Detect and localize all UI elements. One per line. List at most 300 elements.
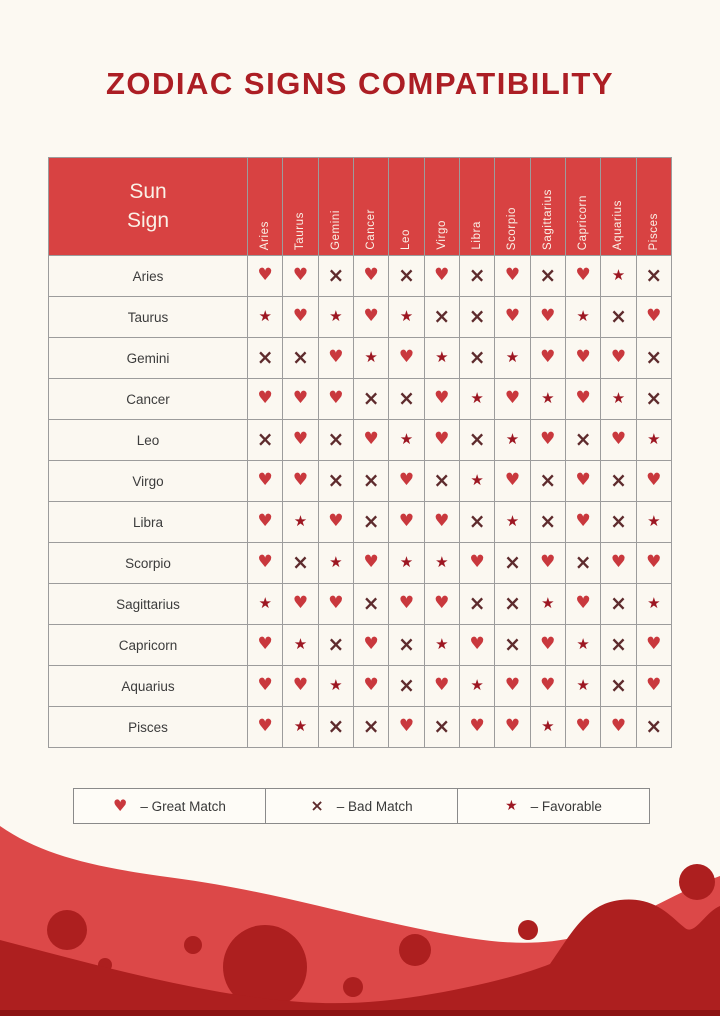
cross-icon: × [362, 509, 380, 533]
column-header-label: Cancer [365, 209, 378, 250]
row-header-leo: Leo [49, 420, 248, 461]
matrix-cell [495, 625, 530, 666]
matrix-cell [565, 461, 600, 502]
matrix-cell [459, 379, 494, 420]
cross-icon: × [574, 427, 592, 451]
matrix-cell [424, 297, 459, 338]
heart-icon: ♥ [434, 593, 450, 613]
matrix-cell [495, 502, 530, 543]
matrix-cell [636, 297, 671, 338]
heart-icon: ♥ [575, 593, 591, 613]
matrix-cell [459, 584, 494, 625]
heart-icon: ♥ [363, 429, 379, 449]
matrix-cell [459, 502, 494, 543]
matrix-cell [424, 543, 459, 584]
matrix-cell [565, 707, 600, 748]
legend-item-label: – Great Match [140, 798, 226, 814]
matrix-cell [601, 502, 636, 543]
column-header-label: Pisces [647, 212, 660, 250]
matrix-cell [565, 543, 600, 584]
column-header-cancer [353, 158, 388, 256]
matrix-cell [248, 297, 283, 338]
matrix-cell [318, 338, 353, 379]
cross-icon: × [468, 427, 486, 451]
matrix-cell [636, 461, 671, 502]
star-icon: ★ [470, 676, 484, 694]
matrix-cell [283, 297, 318, 338]
star-icon: ★ [576, 635, 590, 653]
column-header-aries [248, 158, 283, 256]
heart-icon: ♥ [257, 675, 273, 695]
row-header-aries: Aries [49, 256, 248, 297]
matrix-cell [459, 297, 494, 338]
table-row [49, 584, 672, 625]
heart-icon: ♥ [610, 552, 627, 572]
matrix-cell [353, 338, 388, 379]
row-header-scorpio: Scorpio [49, 543, 248, 584]
matrix-cell [283, 543, 318, 584]
matrix-cell [424, 338, 459, 379]
heart-icon: ♥ [469, 716, 485, 736]
table-row [49, 297, 672, 338]
matrix-cell [565, 625, 600, 666]
cross-icon: × [398, 632, 415, 656]
heart-icon: ♥ [328, 511, 344, 531]
matrix-cell [495, 420, 530, 461]
matrix-cell [353, 256, 388, 297]
cross-icon: × [327, 468, 345, 492]
bottom-strip [0, 1010, 720, 1016]
matrix-cell [636, 338, 671, 379]
matrix-cell [601, 461, 636, 502]
cross-icon: × [610, 632, 627, 656]
column-header-label: Libra [471, 221, 484, 250]
star-icon: ★ [435, 348, 449, 366]
heart-icon: ♥ [398, 593, 415, 613]
matrix-cell [353, 543, 388, 584]
matrix-cell [495, 666, 530, 707]
matrix-cell [565, 502, 600, 543]
matrix-cell [353, 461, 388, 502]
cross-icon: × [398, 673, 415, 697]
heart-icon: ♥ [504, 388, 521, 408]
column-header-label: Sagittarius [541, 189, 554, 250]
matrix-cell [636, 502, 671, 543]
heart-icon: ♥ [363, 265, 379, 285]
column-header-label: Capricorn [577, 194, 590, 250]
heart-icon: ♥ [257, 511, 273, 531]
matrix-cell [530, 543, 565, 584]
heart-icon: ♥ [434, 429, 450, 449]
matrix-cell [495, 256, 530, 297]
matrix-cell [636, 543, 671, 584]
matrix-cell [530, 461, 565, 502]
matrix-cell [389, 543, 424, 584]
cross-icon: × [292, 345, 309, 369]
matrix-cell [389, 338, 424, 379]
matrix-cell [565, 584, 600, 625]
star-icon: ★ [647, 430, 661, 448]
matrix-cell [565, 666, 600, 707]
column-header-virgo [424, 158, 459, 256]
bottom-wave-decoration [0, 816, 720, 1016]
column-header-label: Leo [400, 229, 413, 250]
heart-icon: ♥ [292, 265, 309, 285]
star-icon: ★ [505, 512, 520, 530]
matrix-cell [459, 666, 494, 707]
heart-icon: ♥ [328, 593, 344, 613]
column-header-label: Scorpio [506, 206, 519, 250]
matrix-cell [283, 666, 318, 707]
matrix-cell [601, 297, 636, 338]
heart-icon: ♥ [646, 634, 662, 654]
heart-icon: ♥ [504, 265, 521, 285]
matrix-cell [565, 379, 600, 420]
heart-icon: ♥ [257, 388, 273, 408]
cross-icon: × [610, 304, 627, 328]
matrix-cell [248, 256, 283, 297]
cross-icon: × [362, 468, 380, 492]
cross-icon: × [256, 345, 274, 369]
star-icon: ★ [505, 798, 518, 814]
heart-icon: ♥ [540, 306, 556, 326]
star-icon: ★ [293, 717, 308, 735]
heart-icon: ♥ [540, 347, 556, 367]
matrix-cell [389, 502, 424, 543]
heart-icon: ♥ [257, 552, 273, 572]
star-icon: ★ [505, 430, 520, 448]
star-icon: ★ [293, 635, 308, 653]
matrix-cell [389, 379, 424, 420]
star-icon: ★ [364, 348, 378, 366]
matrix-cell [495, 379, 530, 420]
matrix-cell [459, 625, 494, 666]
matrix-cell [283, 502, 318, 543]
matrix-cell [495, 297, 530, 338]
matrix-cell [495, 707, 530, 748]
matrix-cell [248, 543, 283, 584]
matrix-cell [495, 584, 530, 625]
heart-icon: ♥ [292, 675, 309, 695]
matrix-cell [530, 584, 565, 625]
matrix-cell [459, 256, 494, 297]
heart-icon: ♥ [292, 429, 309, 449]
star-icon: ★ [647, 594, 661, 612]
heart-icon: ♥ [504, 716, 521, 736]
matrix-cell [459, 338, 494, 379]
column-header-leo [389, 158, 424, 256]
star-icon: ★ [399, 430, 414, 448]
cross-icon: × [468, 263, 486, 287]
heart-icon: ♥ [646, 552, 662, 572]
star-icon: ★ [329, 676, 343, 694]
matrix-cell [389, 584, 424, 625]
heart-icon: ♥ [469, 634, 485, 654]
heart-icon: ♥ [292, 470, 309, 490]
matrix-cell [636, 707, 671, 748]
row-header-gemini: Gemini [49, 338, 248, 379]
cross-icon: × [539, 263, 557, 287]
star-icon: ★ [541, 389, 555, 407]
matrix-cell [495, 461, 530, 502]
heart-icon: ♥ [540, 675, 556, 695]
row-header-cancer: Cancer [49, 379, 248, 420]
matrix-cell [424, 256, 459, 297]
matrix-cell [283, 420, 318, 461]
cross-icon: × [362, 591, 380, 615]
matrix-cell [636, 625, 671, 666]
matrix-cell [459, 461, 494, 502]
star-icon: ★ [470, 389, 484, 407]
matrix-cell [283, 625, 318, 666]
matrix-cell [283, 707, 318, 748]
matrix-cell [248, 461, 283, 502]
matrix-cell [318, 625, 353, 666]
matrix-cell [353, 297, 388, 338]
heart-icon: ♥ [257, 265, 273, 285]
cross-icon: × [574, 550, 592, 574]
legend-item-label: – Bad Match [336, 798, 413, 814]
matrix-cell [565, 297, 600, 338]
matrix-cell [530, 379, 565, 420]
matrix-cell [318, 502, 353, 543]
matrix-cell [601, 420, 636, 461]
corner-header [49, 158, 248, 256]
star-icon: ★ [399, 553, 414, 571]
heart-icon: ♥ [292, 306, 309, 326]
matrix-cell [424, 502, 459, 543]
heart-icon: ♥ [328, 347, 344, 367]
matrix-cell [601, 666, 636, 707]
heart-icon: ♥ [540, 634, 556, 654]
cross-icon: × [327, 427, 345, 451]
matrix-cell [565, 420, 600, 461]
cross-icon: × [645, 263, 663, 287]
row-header-aquarius: Aquarius [49, 666, 248, 707]
table-row [49, 543, 672, 584]
cross-icon: × [433, 468, 451, 492]
matrix-cell [248, 502, 283, 543]
matrix-cell [601, 256, 636, 297]
matrix-cell [283, 584, 318, 625]
column-header-pisces [636, 158, 671, 256]
row-header-capricorn: Capricorn [49, 625, 248, 666]
matrix-cell [353, 420, 388, 461]
matrix-cell [636, 256, 671, 297]
heart-icon: ♥ [469, 552, 485, 572]
heart-icon: ♥ [540, 429, 556, 449]
matrix-cell [424, 666, 459, 707]
cross-icon: × [610, 509, 627, 533]
row-header-virgo: Virgo [49, 461, 248, 502]
star-icon: ★ [541, 594, 555, 612]
heart-icon: ♥ [575, 347, 591, 367]
heart-icon: ♥ [398, 716, 415, 736]
cross-icon: × [327, 263, 345, 287]
matrix-cell [459, 420, 494, 461]
column-header-label: Taurus [294, 211, 307, 250]
matrix-body [49, 256, 672, 748]
cross-icon: × [468, 591, 486, 615]
matrix-cell [530, 707, 565, 748]
heart-icon: ♥ [113, 796, 128, 815]
matrix-cell [389, 666, 424, 707]
corner-header-line1: Sun [129, 180, 167, 204]
matrix-cell [248, 584, 283, 625]
cross-icon: × [610, 673, 627, 697]
matrix-cell [530, 666, 565, 707]
cross-icon: × [433, 714, 451, 738]
legend-item-label: – Favorable [530, 798, 602, 814]
column-header-label: Gemini [329, 209, 342, 250]
star-icon: ★ [647, 512, 661, 530]
matrix-cell [601, 543, 636, 584]
cross-icon: × [645, 345, 663, 369]
matrix-cell [530, 338, 565, 379]
matrix-cell [389, 625, 424, 666]
matrix-cell [424, 420, 459, 461]
row-header-taurus: Taurus [49, 297, 248, 338]
cross-icon: × [310, 796, 324, 815]
heart-icon: ♥ [363, 634, 379, 654]
heart-icon: ♥ [398, 511, 415, 531]
table-row [49, 420, 672, 461]
matrix-cell [495, 338, 530, 379]
heart-icon: ♥ [610, 429, 627, 449]
matrix-cell [353, 625, 388, 666]
matrix-cell [248, 707, 283, 748]
heart-icon: ♥ [610, 347, 627, 367]
cross-icon: × [256, 427, 274, 451]
cross-icon: × [468, 509, 486, 533]
matrix-cell [248, 338, 283, 379]
star-icon: ★ [505, 348, 520, 366]
table-row [49, 625, 672, 666]
matrix-cell [424, 625, 459, 666]
cross-icon: × [504, 632, 521, 656]
cross-icon: × [433, 304, 451, 328]
heart-icon: ♥ [575, 716, 591, 736]
matrix-cell [318, 543, 353, 584]
matrix-cell [636, 379, 671, 420]
cross-icon: × [327, 714, 345, 738]
table-row [49, 666, 672, 707]
star-icon: ★ [435, 553, 449, 571]
cross-icon: × [292, 550, 309, 574]
matrix-cell [424, 707, 459, 748]
page-title: ZODIAC SIGNS COMPATIBILITY [105, 66, 614, 101]
table-row [49, 461, 672, 502]
matrix-cell [353, 502, 388, 543]
cross-icon: × [468, 304, 486, 328]
matrix-cell [248, 420, 283, 461]
cross-icon: × [398, 386, 415, 410]
column-header-label: Aries [259, 220, 272, 250]
heart-icon: ♥ [504, 675, 521, 695]
matrix-cell [318, 297, 353, 338]
table-row [49, 502, 672, 543]
star-icon: ★ [258, 307, 272, 325]
star-icon: ★ [576, 307, 590, 325]
heart-icon: ♥ [646, 306, 662, 326]
cross-icon: × [645, 714, 663, 738]
matrix-cell [389, 461, 424, 502]
matrix-cell [389, 256, 424, 297]
star-icon: ★ [541, 717, 555, 735]
heart-icon: ♥ [575, 265, 591, 285]
matrix-cell [283, 256, 318, 297]
matrix-cell [565, 256, 600, 297]
star-icon: ★ [470, 471, 484, 489]
matrix-cell [318, 584, 353, 625]
heart-icon: ♥ [434, 388, 450, 408]
matrix-cell [318, 461, 353, 502]
star-icon: ★ [399, 307, 414, 325]
matrix-cell [636, 666, 671, 707]
matrix-cell [424, 584, 459, 625]
row-header-sagittarius: Sagittarius [49, 584, 248, 625]
matrix-cell [353, 379, 388, 420]
star-icon: ★ [435, 635, 449, 653]
compatibility-table-wrap [48, 157, 672, 748]
cross-icon: × [362, 386, 380, 410]
matrix-cell [424, 379, 459, 420]
column-header-capricorn [565, 158, 600, 256]
heart-icon: ♥ [398, 347, 415, 367]
heart-icon: ♥ [363, 306, 379, 326]
matrix-cell [318, 707, 353, 748]
matrix-cell [248, 625, 283, 666]
cross-icon: × [539, 468, 557, 492]
matrix-cell [389, 297, 424, 338]
star-icon: ★ [329, 553, 343, 571]
matrix-cell [248, 666, 283, 707]
matrix-cell [459, 707, 494, 748]
table-row [49, 338, 672, 379]
matrix-cell [248, 379, 283, 420]
cross-icon: × [398, 263, 415, 287]
cross-icon: × [610, 591, 627, 615]
matrix-cell [565, 338, 600, 379]
column-header-label: Virgo [435, 220, 448, 250]
cross-icon: × [504, 591, 521, 615]
matrix-cell [283, 338, 318, 379]
matrix-cell [283, 379, 318, 420]
cross-icon: × [504, 550, 521, 574]
matrix-cell [353, 666, 388, 707]
heart-icon: ♥ [257, 716, 273, 736]
corner-header-line2: Sign [126, 208, 170, 232]
star-icon: ★ [576, 676, 590, 694]
heart-icon: ♥ [575, 470, 591, 490]
column-header-label: Aquarius [612, 199, 625, 250]
star-icon: ★ [611, 266, 626, 284]
column-header-gemini [318, 158, 353, 256]
star-icon: ★ [258, 594, 272, 612]
matrix-cell [424, 461, 459, 502]
star-icon: ★ [611, 389, 626, 407]
cross-icon: × [645, 386, 663, 410]
column-header-row [49, 158, 672, 256]
matrix-cell [530, 256, 565, 297]
heart-icon: ♥ [363, 675, 379, 695]
row-header-pisces: Pisces [49, 707, 248, 748]
matrix-cell [318, 420, 353, 461]
heart-icon: ♥ [540, 552, 556, 572]
heart-icon: ♥ [257, 634, 273, 654]
cross-icon: × [468, 345, 486, 369]
table-row [49, 707, 672, 748]
